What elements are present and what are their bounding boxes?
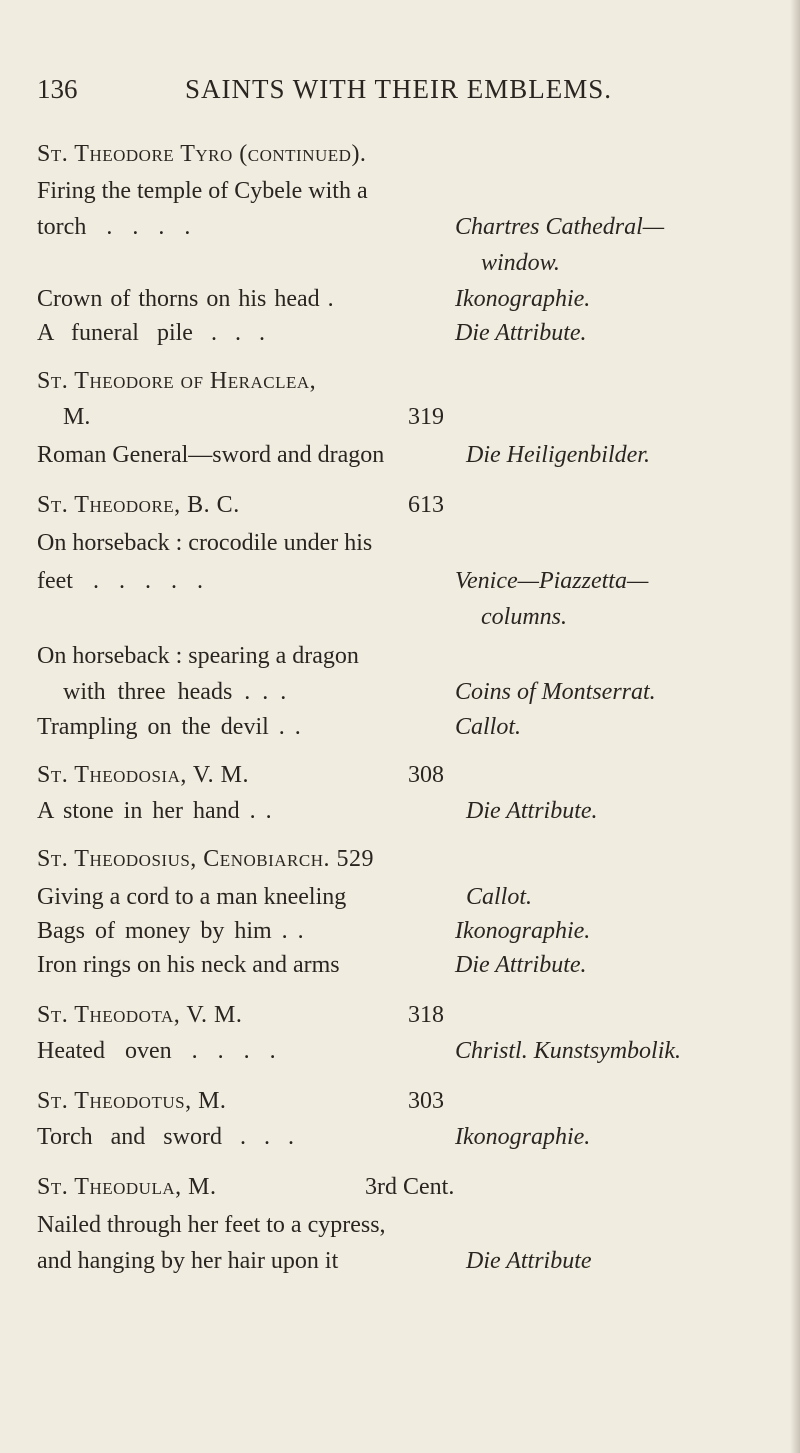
emblem-text: Bags of money by him . .	[37, 918, 304, 944]
saint-heading: St. Theodula, M.	[37, 1174, 217, 1200]
emblem-text: with three heads . . .	[63, 679, 287, 705]
emblem-text: Nailed through her feet to a cypress,	[37, 1212, 386, 1238]
emblem-text: and hanging by her hair upon it	[37, 1248, 339, 1274]
emblem-text: feet . . . . .	[37, 568, 203, 594]
emblem-text: Roman General—sword and dragon	[37, 442, 385, 468]
source-reference: Venice—Piazzetta—	[455, 568, 649, 594]
source-reference: Die Attribute.	[455, 320, 587, 346]
saint-date: 318	[408, 1002, 444, 1028]
saint-heading: M.	[63, 404, 91, 430]
source-reference: window.	[481, 250, 560, 276]
saint-heading: St. Theodore of Heraclea,	[37, 368, 317, 394]
emblem-text: On horseback : spearing a dragon	[37, 643, 359, 669]
running-title: SAINTS WITH THEIR EMBLEMS.	[185, 74, 613, 104]
source-reference: Coins of Montserrat.	[455, 679, 656, 705]
saint-heading: St. Theodosius, Cenobiarch. 529	[37, 846, 374, 872]
saint-heading: St. Theodore Tyro (continued).	[37, 141, 367, 167]
emblem-text: Torch and sword . . .	[37, 1124, 294, 1150]
saint-date: 303	[408, 1088, 444, 1114]
source-reference: columns.	[481, 604, 567, 630]
source-reference: Die Attribute.	[466, 798, 598, 824]
emblem-text: Giving a cord to a man kneeling	[37, 884, 347, 910]
emblem-text: torch . . . .	[37, 214, 191, 240]
emblem-text: Crown of thorns on his head .	[37, 286, 334, 312]
saint-heading: St. Theodosia, V. M.	[37, 762, 249, 788]
emblem-text: A stone in her hand . .	[37, 798, 272, 824]
page-edge-shadow	[790, 0, 800, 1453]
source-reference: Christl. Kunstsymbolik.	[455, 1038, 682, 1064]
emblem-text: On horseback : crocodile under his	[37, 530, 373, 556]
saint-date: 3rd Cent.	[365, 1174, 455, 1200]
running-head	[0, 74, 800, 114]
emblem-text: Iron rings on his neck and arms	[37, 952, 340, 978]
source-reference: Die Heiligenbilder.	[466, 442, 650, 468]
emblem-text: Heated oven . . . .	[37, 1038, 276, 1064]
source-reference: Die Attribute.	[455, 952, 587, 978]
saint-date: 613	[408, 492, 444, 518]
emblem-text: Trampling on the devil . .	[37, 714, 301, 740]
page-number: 136	[37, 74, 78, 104]
emblem-text: A funeral pile . . .	[37, 320, 265, 346]
source-reference: Ikonographie.	[455, 918, 591, 944]
saint-date: 308	[408, 762, 444, 788]
saint-heading: St. Theodore, B. C.	[37, 492, 240, 518]
saint-heading: St. Theodotus, M.	[37, 1088, 227, 1114]
source-reference: Callot.	[455, 714, 522, 740]
source-reference: Chartres Cathedral—	[455, 214, 665, 240]
source-reference: Ikonographie.	[455, 286, 591, 312]
source-reference: Callot.	[466, 884, 533, 910]
saint-date: 319	[408, 404, 444, 430]
saint-heading: St. Theodota, V. M.	[37, 1002, 243, 1028]
source-reference: Ikonographie.	[455, 1124, 591, 1150]
source-reference: Die Attribute	[466, 1248, 592, 1274]
emblem-text: Firing the temple of Cybele with a	[37, 178, 368, 204]
